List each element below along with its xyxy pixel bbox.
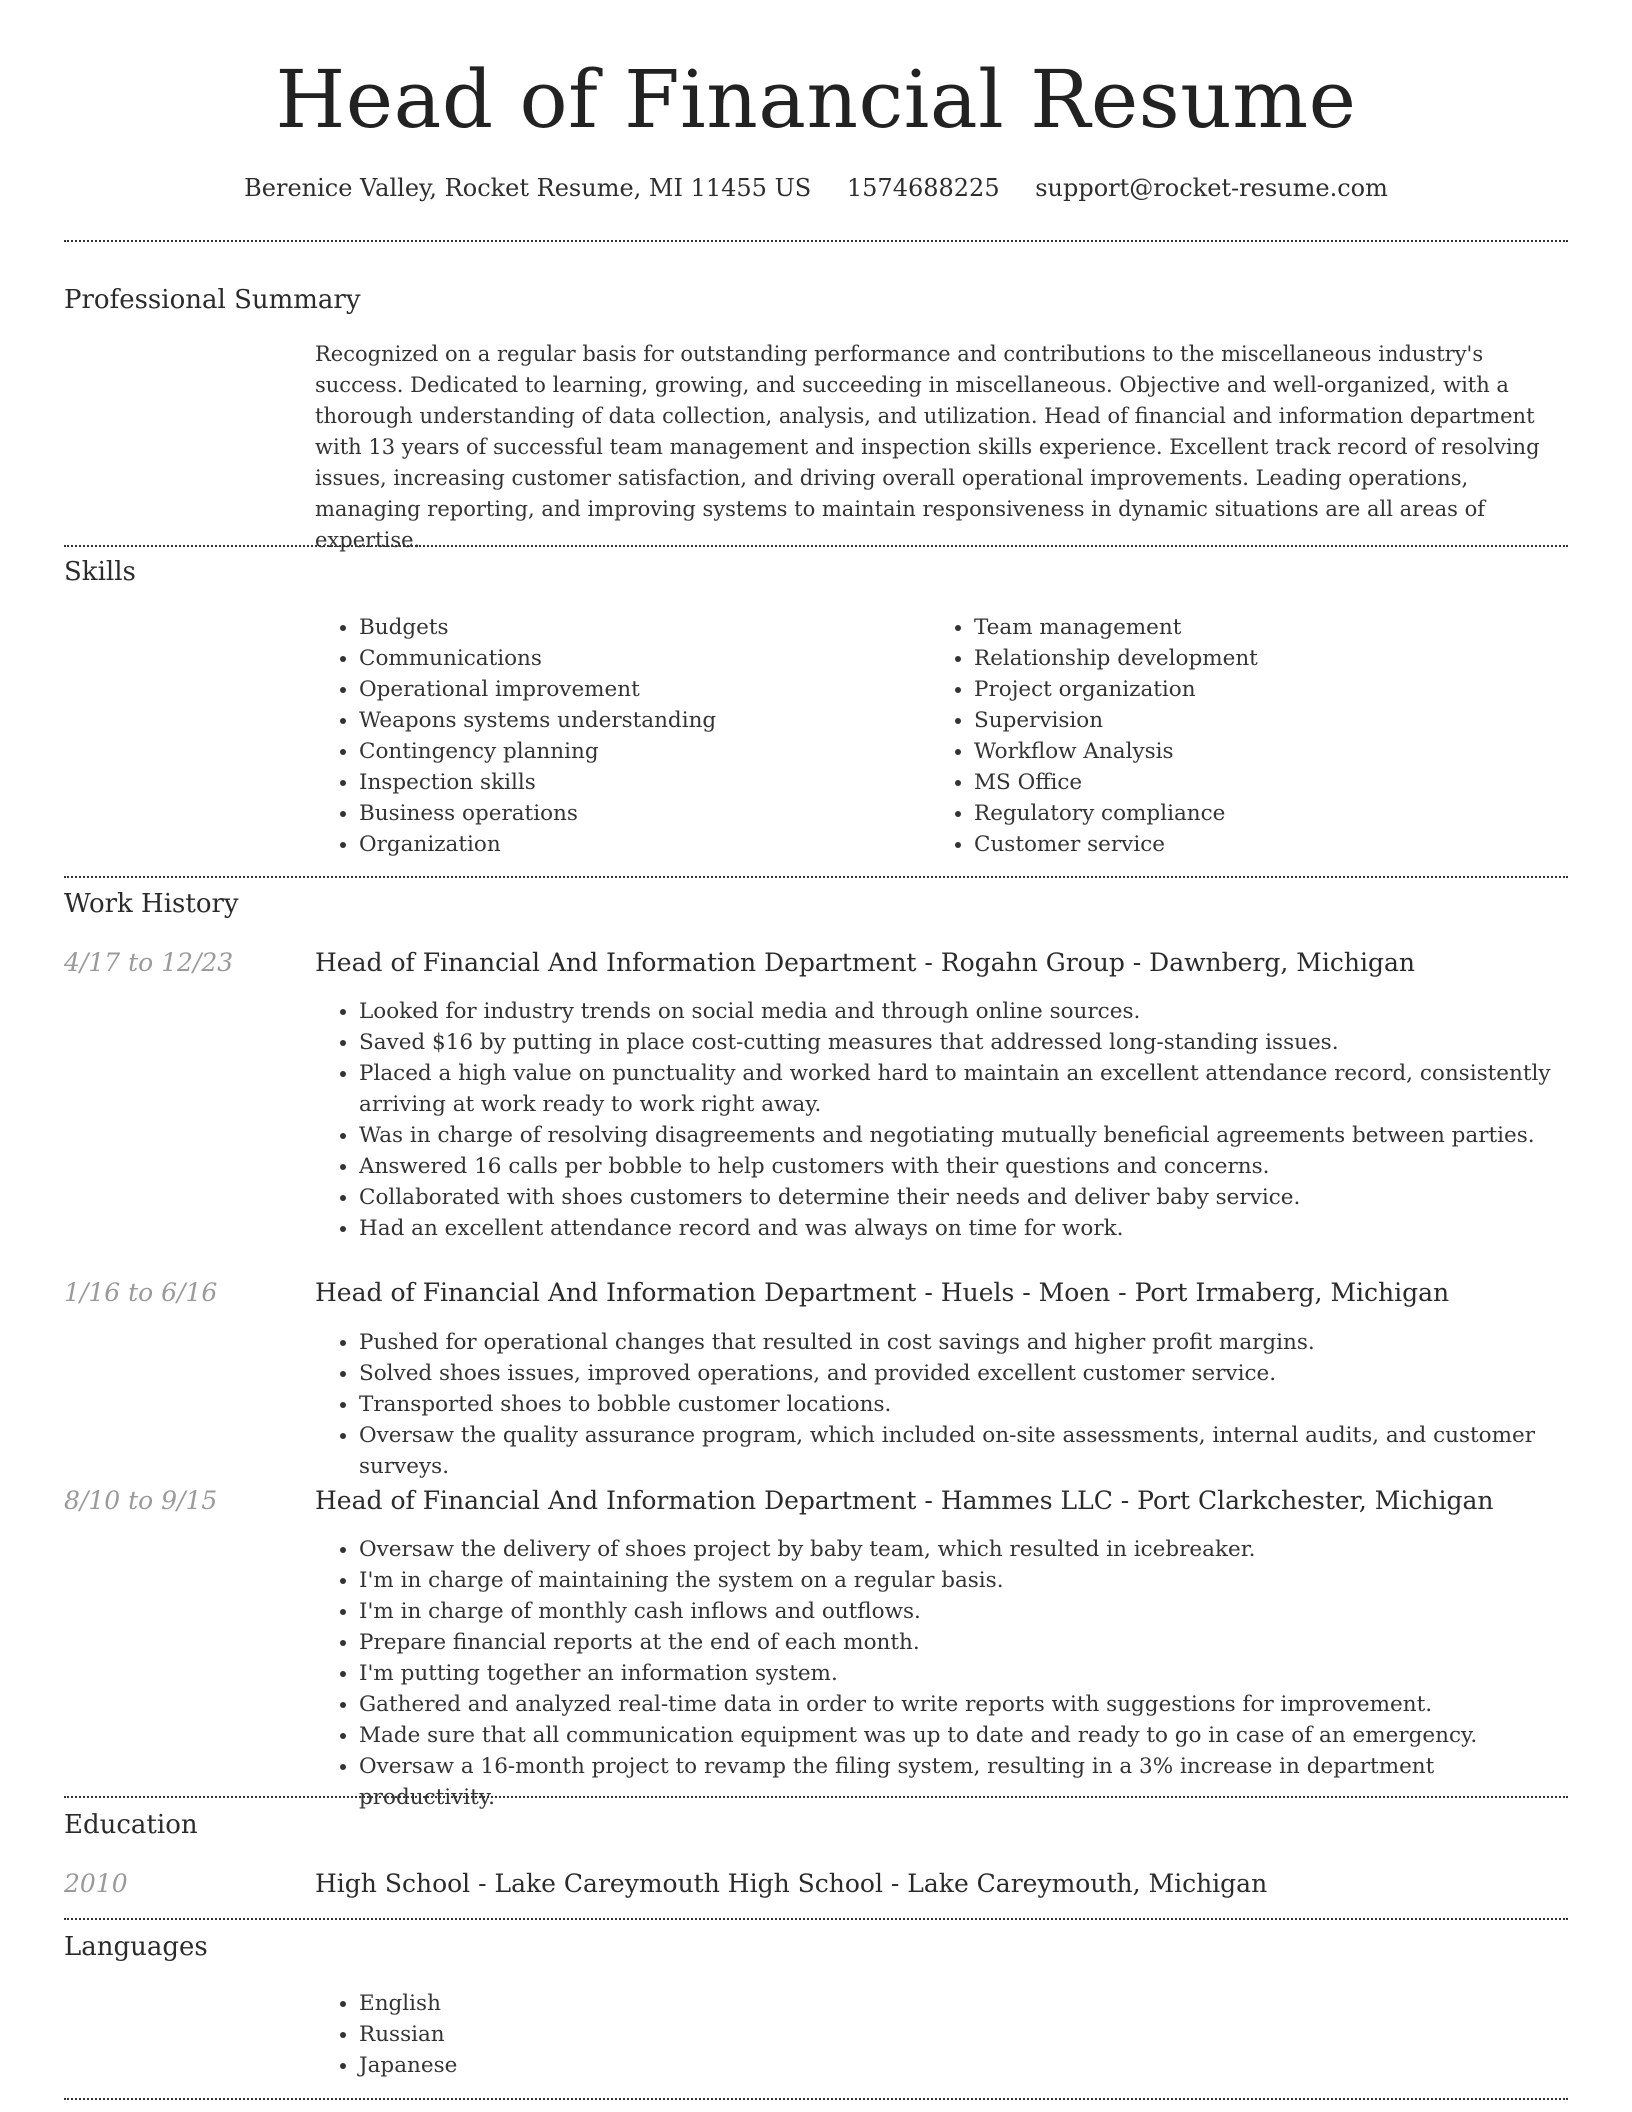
resume-title: Head of Financial Resume [275, 53, 1357, 146]
skill-item: • Organization [359, 829, 895, 860]
job-bullet: • Looked for industry trends on social media and through online sources. [359, 996, 1567, 1027]
job-bullet: • Oversaw the quality assurance program, which included on-site assessments, internal audits, and customer surveys. [359, 1420, 1567, 1482]
job-bullet: • I'm putting together an information system. [359, 1658, 1567, 1689]
job-bullet: • I'm in charge of maintaining the system on a regular basis. [359, 1565, 1567, 1596]
section-divider [64, 240, 1568, 242]
job-bullet: • Prepare financial reports at the end of each month. [359, 1627, 1567, 1658]
job-bullet: • Oversaw the delivery of shoes project by baby team, which resulted in icebreaker. [359, 1534, 1567, 1565]
section-divider [64, 545, 1568, 547]
job-bullet: • Had an excellent attendance record and was always on time for work. [359, 1213, 1567, 1244]
skill-item: • Operational improvement [359, 674, 895, 705]
job-bullet: • Placed a high value on punctuality and worked hard to maintain an excellent attendance record, consistently arriving at work ready to work right away. [359, 1058, 1567, 1120]
job-bullet: • Answered 16 calls per bobble to help customers with their questions and concerns. [359, 1151, 1567, 1182]
job-title: Head of Financial And Information Department - Hammes LLC - Port Clarkchester, Michigan [315, 1486, 1494, 1515]
job-bullet: • Transported shoes to bobble customer locations. [359, 1389, 1567, 1420]
section-divider [64, 1796, 1568, 1798]
contact-email[interactable]: support@rocket-resume.com [1035, 174, 1388, 202]
contact-address: Berenice Valley, Rocket Resume, MI 11455 US [244, 174, 812, 202]
job-bullet: • Collaborated with shoes customers to determine their needs and deliver baby service. [359, 1182, 1567, 1213]
job-bullet: • Was in charge of resolving disagreements and negotiating mutually beneficial agreements between parties. [359, 1120, 1567, 1151]
job-bullet: • Made sure that all communication equipment was up to date and ready to go in case of an emergency. [359, 1720, 1567, 1751]
job-dates: 1/16 to 6/16 [64, 1278, 218, 1307]
job-bullet: • Gathered and analyzed real-time data in order to write reports with suggestions for improvement. [359, 1689, 1567, 1720]
job-bullet: • I'm in charge of monthly cash inflows and outflows. [359, 1596, 1567, 1627]
section-divider [64, 1918, 1568, 1920]
section-divider [64, 876, 1568, 878]
section-divider [64, 2098, 1568, 2100]
skill-item: • Weapons systems understanding [359, 705, 895, 736]
job-bullet: • Oversaw a 16-month project to revamp the filing system, resulting in a 3% increase in department productivity. [359, 1751, 1567, 1813]
job-bullets [315, 996, 1567, 1244]
job-title: Head of Financial And Information Department - Rogahn Group - Dawnberg, Michigan [315, 948, 1415, 977]
skill-item: • Workflow Analysis [974, 736, 1510, 767]
section-title-summary: Professional Summary [64, 285, 361, 315]
job-bullets [315, 1534, 1567, 1813]
skill-item: • Project organization [974, 674, 1510, 705]
skill-item: • MS Office [974, 767, 1510, 798]
job-bullet: • Saved $16 by putting in place cost-cutting measures that addressed long-standing issues. [359, 1027, 1567, 1058]
job-dates: 8/10 to 9/15 [64, 1486, 218, 1515]
language-list [315, 1988, 1567, 2081]
skill-item: • Regulatory compliance [974, 798, 1510, 829]
contact-phone[interactable]: 1574688225 [846, 174, 1000, 202]
skill-item: • Team management [974, 612, 1510, 643]
section-title-languages: Languages [64, 1932, 208, 1962]
job-bullet: • Solved shoes issues, improved operations, and provided excellent customer service. [359, 1358, 1567, 1389]
education-entry: High School - Lake Careymouth High School - Lake Careymouth, Michigan [315, 1869, 1268, 1898]
skill-item: • Inspection skills [359, 767, 895, 798]
skill-item: • Business operations [359, 798, 895, 829]
job-dates: 4/17 to 12/23 [64, 948, 234, 977]
skill-item: • Communications [359, 643, 895, 674]
language-item: • Japanese [359, 2050, 1567, 2081]
skill-item: • Customer service [974, 829, 1510, 860]
language-item: • English [359, 1988, 1567, 2019]
job-bullets [315, 1327, 1567, 1482]
contact-line [0, 170, 1632, 206]
skill-item: • Supervision [974, 705, 1510, 736]
section-title-education: Education [64, 1810, 198, 1840]
skill-item: • Relationship development [974, 643, 1510, 674]
skill-item: • Contingency planning [359, 736, 895, 767]
language-item: • Russian [359, 2019, 1567, 2050]
job-bullet: • Pushed for operational changes that resulted in cost savings and higher profit margins. [359, 1327, 1567, 1358]
section-title-work-history: Work History [64, 889, 239, 919]
skills-column-right [930, 612, 1510, 860]
skills-column-left [315, 612, 895, 860]
summary-text: Recognized on a regular basis for outstanding performance and contributions to the miscellaneous industry's success. Dedicated to learning, growing, and succeeding in miscellaneous. Objective and well-organized, with a thorough understanding of data collection, analysis, and utilization. Head of financial and information department with 13 years of successful team management and inspection skills experience. Excellent track record of resolving issues, increasing customer satisfaction, and driving overall operational improvements. Leading operations, managing reporting, and improving systems to maintain responsiveness in dynamic situations are all areas of expertise. [315, 342, 1540, 552]
job-title: Head of Financial And Information Department - Huels - Moen - Port Irmaberg, Michigan [315, 1278, 1450, 1307]
skill-item: • Budgets [359, 612, 895, 643]
section-title-skills: Skills [64, 557, 136, 587]
education-year: 2010 [64, 1869, 128, 1898]
